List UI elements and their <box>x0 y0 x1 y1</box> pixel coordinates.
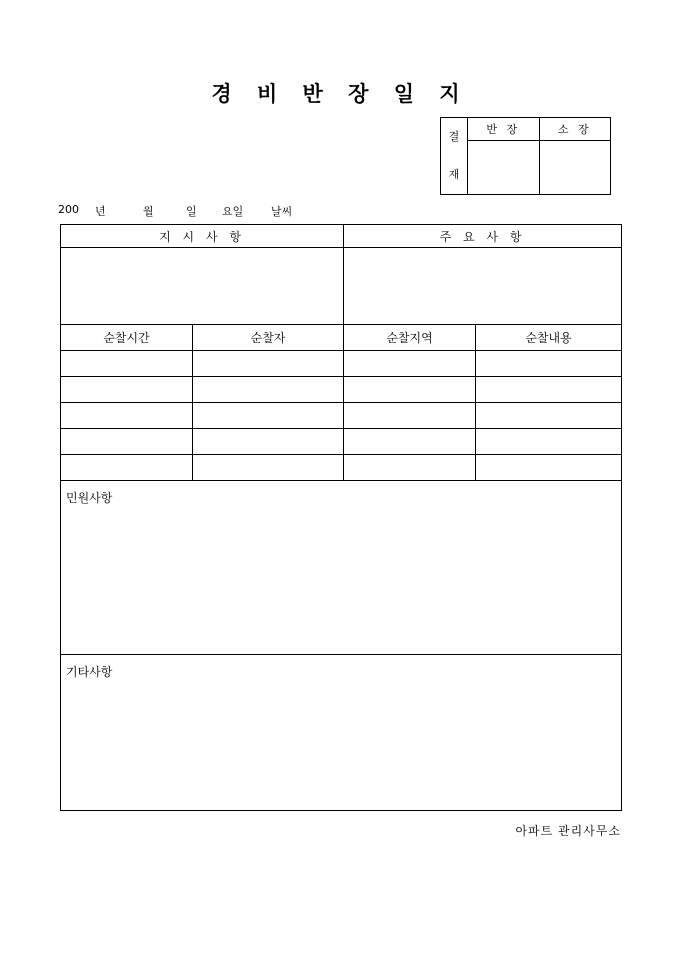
main-items-header: 주 요 사 항 <box>344 225 622 248</box>
patrol-area-cell[interactable] <box>344 403 476 429</box>
patrol-content-cell[interactable] <box>476 429 622 455</box>
patrol-content-cell[interactable] <box>476 403 622 429</box>
patrol-person-header: 순찰자 <box>193 325 344 351</box>
patrol-time-cell[interactable] <box>61 455 193 481</box>
office-footer: 아파트 관리사무소 <box>515 824 621 838</box>
date-year-unit: 년 <box>95 205 106 218</box>
patrol-time-cell[interactable] <box>61 351 193 377</box>
patrol-time-cell[interactable] <box>61 403 193 429</box>
patrol-area-cell[interactable] <box>344 429 476 455</box>
patrol-area-header: 순찰지역 <box>344 325 476 351</box>
approval-header-director: 소 장 <box>539 118 611 141</box>
instructions-field[interactable] <box>61 248 344 325</box>
date-weather-label: 날씨 <box>271 205 293 218</box>
patrol-person-cell[interactable] <box>193 351 344 377</box>
patrol-area-cell[interactable] <box>344 377 476 403</box>
approval-side-top: 결 <box>448 130 460 143</box>
patrol-area-cell[interactable] <box>344 455 476 481</box>
main-items-field[interactable] <box>344 248 622 325</box>
document-title: 경 비 반 장 일 지 <box>211 81 469 106</box>
table-row <box>61 403 622 429</box>
date-year: 200 <box>58 203 79 216</box>
approval-sign-team-leader[interactable] <box>468 141 540 195</box>
patrol-person-cell[interactable] <box>193 455 344 481</box>
complaints-field[interactable] <box>61 481 622 655</box>
approval-side-bottom: 재 <box>448 168 460 181</box>
patrol-time-cell[interactable] <box>61 377 193 403</box>
table-row <box>61 377 622 403</box>
approval-header-team-leader: 반 장 <box>468 118 540 141</box>
patrol-person-cell[interactable] <box>193 429 344 455</box>
patrol-time-header: 순찰시간 <box>61 325 193 351</box>
patrol-person-cell[interactable] <box>193 403 344 429</box>
complaints-label: 민원사항 <box>66 491 113 505</box>
instructions-header: 지 시 사 항 <box>61 225 344 248</box>
approval-sign-director[interactable] <box>539 141 611 195</box>
patrol-content-cell[interactable] <box>476 351 622 377</box>
approval-box <box>440 117 611 195</box>
patrol-area-cell[interactable] <box>344 351 476 377</box>
log-table <box>60 224 622 811</box>
patrol-content-cell[interactable] <box>476 455 622 481</box>
patrol-content-header: 순찰내용 <box>476 325 622 351</box>
approval-side-label <box>441 118 468 195</box>
date-weekday-unit: 요일 <box>222 205 244 218</box>
other-notes-field[interactable] <box>61 655 622 811</box>
patrol-time-cell[interactable] <box>61 429 193 455</box>
patrol-person-cell[interactable] <box>193 377 344 403</box>
table-row <box>61 429 622 455</box>
other-notes-label: 기타사항 <box>66 665 113 679</box>
table-row <box>61 455 622 481</box>
date-day-unit: 일 <box>186 205 197 218</box>
table-row <box>61 351 622 377</box>
date-month-unit: 월 <box>143 205 154 218</box>
patrol-content-cell[interactable] <box>476 377 622 403</box>
